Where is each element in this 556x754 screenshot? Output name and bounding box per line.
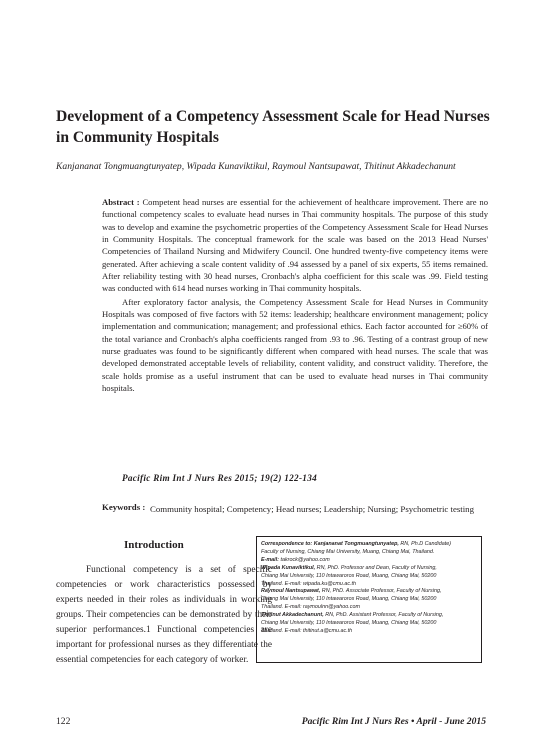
correspondence-line: Chiang Mai University, 110 Intawaroros Road, Muang, Chiang Mai, 50200 — [261, 596, 437, 603]
email-label: E-mail: — [261, 556, 279, 563]
author-list: Kanjananat Tongmuangtunyatep, Wipada Kunaviktikul, Raymoul Nantsupawat, Thitinut Akkadechanunt — [56, 161, 456, 172]
correspondence-line — [261, 541, 477, 549]
correspondence-line: Faculty of Nursing, Chiang Mai University, Muang, Chiang Mai, Thailand. — [261, 548, 435, 555]
correspondence-line: Thailand. E-mail: thitinut.a@cmu.ac.th — [261, 627, 353, 634]
journal-citation: Pacific Rim Int J Nurs Res 2015; 19(2) 122-134 — [122, 473, 317, 483]
email-link[interactable]: takrock@yahoo.com — [278, 556, 330, 563]
author-affiliation: RN, PhD. Professor and Dean, Faculty of Nursing, — [315, 564, 437, 571]
author-name: Thitinut Akkadechanunt, — [261, 612, 324, 619]
abstract — [102, 196, 488, 395]
keywords-label: Keywords : — [102, 502, 146, 512]
abstract-label: Abstract : — [102, 197, 140, 207]
running-footer: Pacific Rim Int J Nurs Res • April - June 2015 — [301, 716, 486, 727]
paper-title — [56, 106, 516, 148]
correspondence-line — [261, 557, 477, 565]
correspondence-author-name: Correspondence to: Kanjananat Tongmuangtunyatep, — [261, 541, 399, 547]
introduction-paragraph: Functional competency is a set of specific competencies or work characteristics possessed by experts needed in their roles as individuals in working groups. Their competencies can be demonstrated by their superior performances.1 Functional competencies are important for professional nurses as they differentiate the essential competencies for each category of worker. — [56, 565, 272, 665]
author-name: Wipada Kunaviktikul, — [261, 564, 316, 571]
correspondence-line: Thailand. E-mail: raymoulnn@yahoo.com — [261, 604, 360, 611]
correspondence-line: Chiang Mai University, 110 Intawaroros Road, Muang, Chiang Mai, 50200 — [261, 572, 437, 579]
correspondence-line: Chiang Mai University, 110 Intawaroros Road, Muang, Chiang Mai, 50200 — [261, 620, 437, 627]
author-affiliation: RN, PhD. Associate Professor, Faculty of Nursing, — [320, 588, 442, 595]
introduction-body — [56, 563, 272, 668]
correspondence-line — [261, 588, 477, 596]
section-heading-introduction: Introduction — [124, 539, 184, 551]
correspondence-detail: RN, Ph.D Candidate) — [398, 541, 452, 547]
abstract-paragraph-1 — [102, 196, 488, 295]
author-affiliation: RN, PhD. Assistant Professor, Faculty of Nursing, — [323, 612, 444, 619]
author-name: Raymoul Nantsupawat, — [261, 588, 321, 595]
page-number: 122 — [56, 716, 71, 727]
paper-title-line-2: in Community Hospitals — [56, 129, 219, 146]
abstract-text-1: Competent head nurses are essential for the achievement of healthcare improvement. There are no functional competency scales to evaluate head nurses in Thai community hospitals. The purpose of this study was to develop and examine the psychometric properties of the Competency Assessment Scale for Head Nurses in Community Hospitals. The conceptual framework for the scale was based on the 2013 Head Nurses' Competencies of Thailand Nursing and Midwifery Council. One hundred twenty-five competency items were generated. After achieving a scale content validity of .94 assessed by a panel of six experts, 55 items remained. After reliability testing with 30 head nurses, Cronbach's alpha coefficient for this scale was .99. Field testing was conducted with 614 head nurses working in Thai community hospitals. — [102, 197, 488, 294]
correspondence-line — [261, 565, 477, 573]
paper-title-line-1: Development of a Competency Assessment Scale for Head Nurses — [56, 108, 490, 125]
abstract-paragraph-2: After exploratory factor analysis, the Competency Assessment Scale for Head Nurses in Community Hospitals was composed of five factors with 52 items: leadership; healthcare environment management; policy implementation and communication; management; and professional ethics. Each factor accounted for ≥60% of the total variance and Cronbach's alpha coefficients ranged from .93 to .96. Testing of a contrast group of new nurse graduates was found to be significantly different when compared with head nurses. The scale that was developed demonstrated acceptable levels of reliability, content validity, and construct validity. Therefore, the scale holds promise as a useful instrument that can be used to evaluate head nurses in Thai community hospitals. — [102, 296, 488, 394]
correspondence-line: Thailand. E-mail: wipada.ku@cmu.ac.th — [261, 580, 357, 587]
correspondence-box — [256, 536, 482, 663]
keywords-text: Community hospital; Competency; Head nurses; Leadership; Nursing; Psychometric testing — [150, 504, 474, 514]
correspondence-line — [261, 612, 477, 620]
